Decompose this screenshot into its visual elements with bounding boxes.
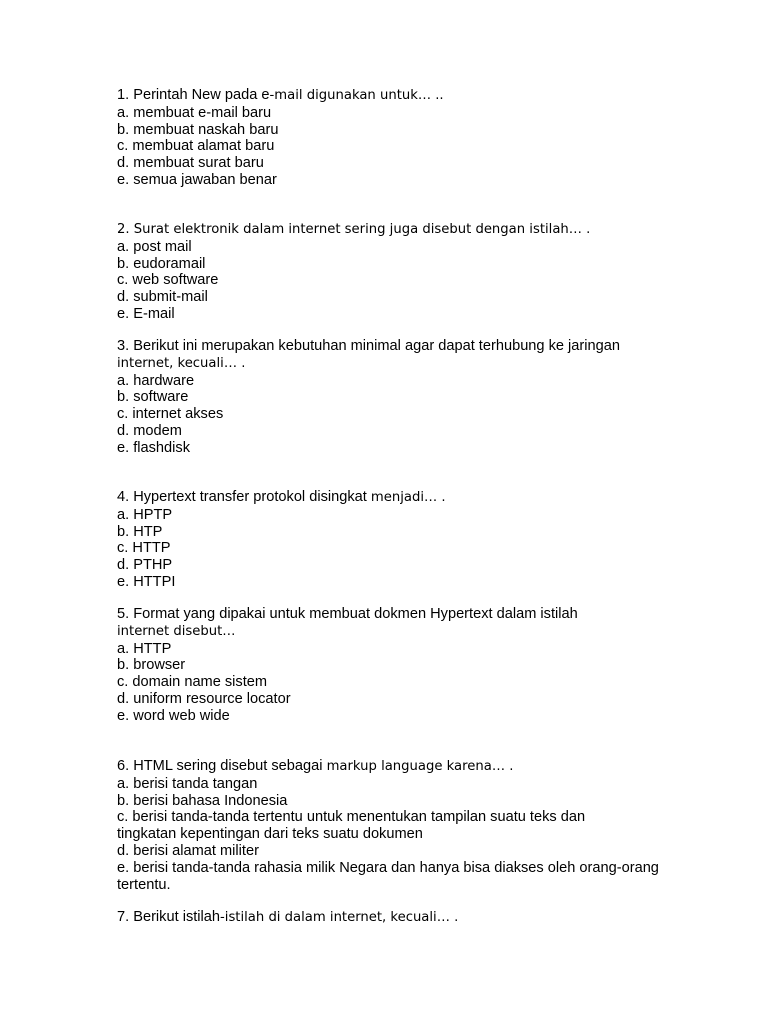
question-4 <box>117 489 677 591</box>
answer-option: c. berisi tanda-tanda tertentu untuk menentukan tampilan suatu teks dan tingkatan kepentingan dari teks suatu dokumen <box>117 809 586 843</box>
question-2 <box>117 221 677 323</box>
answer-option: c. domain name sistem <box>117 674 268 691</box>
stem-text: markup language karena… . <box>326 759 514 774</box>
stem-text: 7. Berikut istilah <box>117 909 221 925</box>
stem-text: internet, kecuali… . <box>117 355 246 371</box>
stem-text: 6. HTML sering disebut sebagai <box>117 758 327 774</box>
answer-option: c. HTTP <box>117 540 171 557</box>
question-stem-continued <box>117 355 677 373</box>
stem-text: 5. Format yang dipakai untuk membuat dokmen Hypertext dalam istilah <box>117 606 578 622</box>
answer-option: c. internet akses <box>117 406 224 423</box>
question-3 <box>117 338 677 457</box>
stem-text: 1. Perintah New pada e <box>117 87 270 103</box>
question-stem <box>117 338 677 355</box>
question-6 <box>117 758 677 893</box>
answer-option: a. berisi tanda tangan <box>117 775 258 792</box>
answer-option: b. eudoramail <box>117 255 206 272</box>
question-stem <box>117 758 677 776</box>
stem-text: 2. Surat elektronik dalam internet sering juga disebut dengan istilah… . <box>117 222 591 237</box>
answer-option: e. E-mail <box>117 305 175 322</box>
answer-option: d. modem <box>117 422 182 439</box>
question-stem-continued <box>117 623 677 641</box>
stem-text: -istilah di dalam internet, kecuali… . <box>220 910 459 925</box>
answer-option: d. membuat surat baru <box>117 155 264 172</box>
question-stem <box>117 606 677 623</box>
answer-option: a. HTTP <box>117 640 172 657</box>
answer-option: b. membuat naskah baru <box>117 121 279 138</box>
question-stem <box>117 221 677 239</box>
answer-option: e. semua jawaban benar <box>117 171 277 188</box>
answer-option: b. browser <box>117 657 186 674</box>
answer-option: d. PTHP <box>117 557 173 574</box>
answer-option: c. membuat alamat baru <box>117 138 275 155</box>
stem-text: menjadi… . <box>370 490 446 505</box>
stem-text: -mail digunakan untuk… .. <box>269 88 444 103</box>
question-1 <box>117 87 677 189</box>
answer-option: a. HPTP <box>117 506 173 523</box>
answer-option: b. HTP <box>117 523 163 540</box>
answer-option: e. flashdisk <box>117 439 191 456</box>
question-stem <box>117 909 677 927</box>
question-stem <box>117 87 677 105</box>
answer-option: e. berisi tanda-tanda rahasia milik Negara dan hanya bisa diakses oleh orang-orang tertentu. <box>117 859 659 893</box>
answer-option: b. software <box>117 389 189 406</box>
answer-option: d. berisi alamat militer <box>117 842 259 859</box>
answer-option: b. berisi bahasa Indonesia <box>117 792 288 809</box>
question-5 <box>117 606 677 725</box>
answer-option: d. submit-mail <box>117 289 208 306</box>
answer-option: e. HTTPI <box>117 573 176 590</box>
stem-text: 3. Berikut ini merupakan kebutuhan minimal agar dapat terhubung ke jaringan <box>117 338 620 354</box>
answer-option: a. membuat e-mail baru <box>117 104 272 121</box>
question-7 <box>117 909 677 927</box>
stem-text: 4. Hypertext transfer protokol disingkat <box>117 489 371 505</box>
answer-option: a. post mail <box>117 238 192 255</box>
answer-option: c. web software <box>117 272 219 289</box>
question-stem <box>117 489 677 507</box>
stem-text: internet disebut… <box>117 623 236 639</box>
answer-option: a. hardware <box>117 372 195 389</box>
answer-option: e. word web wide <box>117 707 230 724</box>
answer-option: d. uniform resource locator <box>117 690 291 707</box>
